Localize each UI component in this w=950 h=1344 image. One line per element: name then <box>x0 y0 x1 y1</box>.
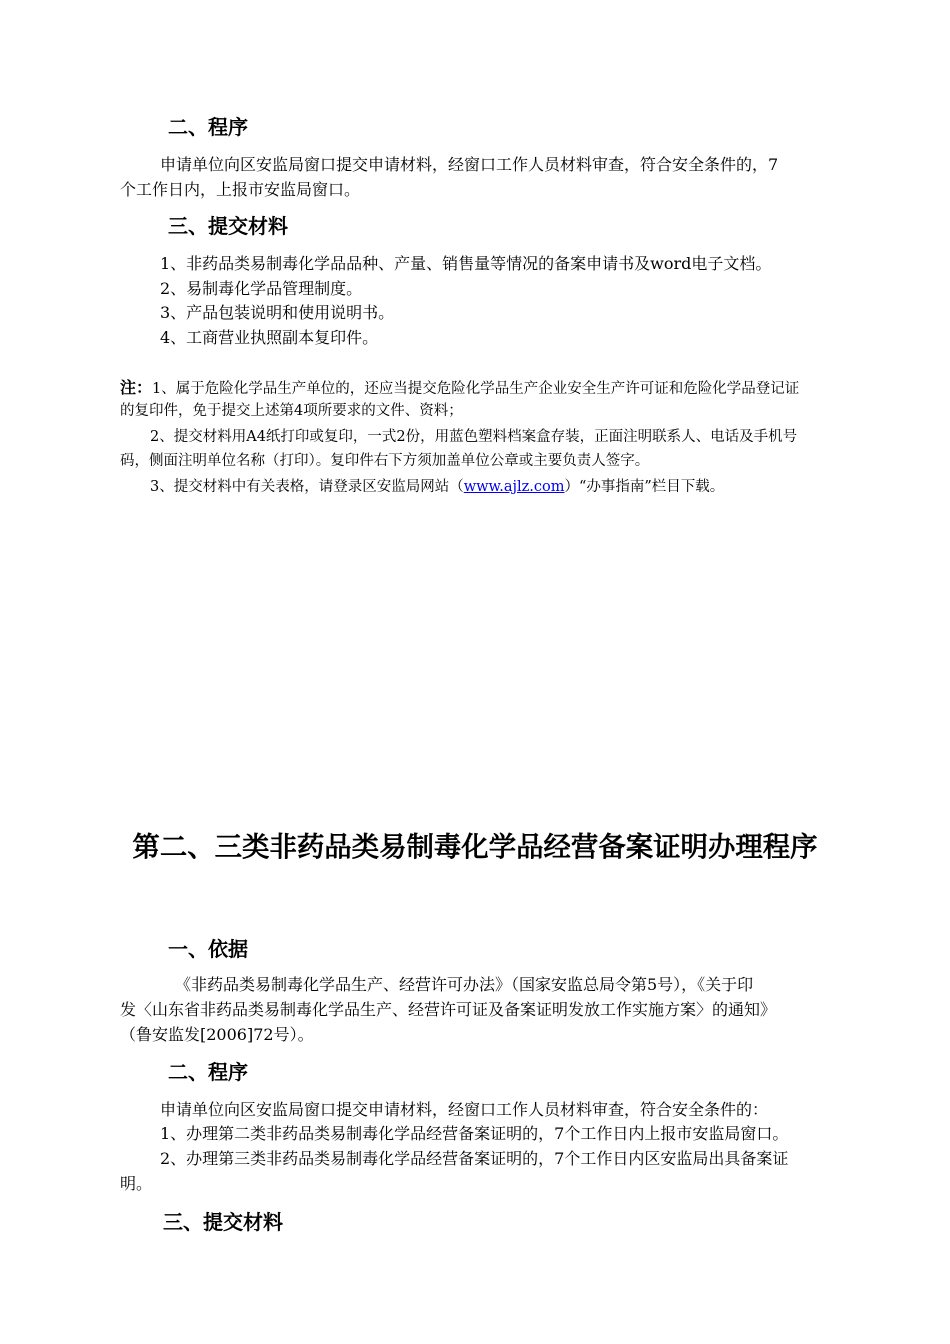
material-item-2: 2、易制毒化学品管理制度。 <box>160 279 363 298</box>
procedure-1-line-2: 个工作日内，上报市安监局窗口。 <box>120 180 361 199</box>
procedure-2-line-2: 1、办理第二类非药品类易制毒化学品经营备案证明的，7个工作日内上报市安监局窗口。 <box>160 1124 789 1143</box>
note-2-line-1: 2、提交材料用A4纸打印或复印，一式2份，用蓝色塑料档案盒存装，正面注明联系人、电话及手机号 <box>150 429 798 445</box>
heading-materials-1: 三、提交材料 <box>168 214 288 238</box>
section-title: 第二、三类非药品类易制毒化学品经营备案证明办理程序 <box>132 832 818 863</box>
heading-materials-2: 三、提交材料 <box>163 1210 283 1234</box>
note-1-line-1 <box>120 376 799 401</box>
material-item-1: 1、非药品类易制毒化学品品种、产量、销售量等情况的备案申请书及word电子文档。 <box>160 254 772 273</box>
material-item-3: 3、产品包装说明和使用说明书。 <box>160 303 395 322</box>
note-3-prefix: 3、提交材料中有关表格，请登录区安监局网站（ <box>150 479 464 495</box>
website-link[interactable]: www.ajlz.com <box>463 479 565 495</box>
note-2-line-2: 码，侧面注明单位名称（打印）。复印件右下方须加盖单位公章或主要负责人签字。 <box>120 453 650 469</box>
note-1-text: 1、属于危险化学品生产单位的，还应当提交危险化学品生产企业安全生产许可证和危险化学品登记证 <box>152 381 800 397</box>
note-3-line <box>150 476 724 499</box>
heading-procedure-1: 二、程序 <box>168 115 248 139</box>
procedure-2-line-3: 2、办理第三类非药品类易制毒化学品经营备案证明的，7个工作日内区安监局出具备案证 <box>160 1149 789 1168</box>
basis-line-2: 发〈山东省非药品类易制毒化学品生产、经营许可证及备案证明发放工作实施方案〉的通知》 <box>120 1000 777 1019</box>
heading-basis: 一、依据 <box>168 937 248 961</box>
basis-line-3: （鲁安监发[2006]72号）。 <box>120 1025 314 1044</box>
basis-line-1: 《非药品类易制毒化学品生产、经营许可办法》（国家安监总局令第5号），《关于印 <box>175 975 754 994</box>
procedure-2-line-4: 明。 <box>120 1174 153 1193</box>
note-label: 注： <box>120 378 153 397</box>
procedure-1-line-1: 申请单位向区安监局窗口提交申请材料，经窗口工作人员材料审查，符合安全条件的，7 <box>160 155 779 174</box>
material-item-4: 4、工商营业执照副本复印件。 <box>160 328 379 347</box>
note-1-line-2: 的复印件，免于提交上述第4项所要求的文件、资料； <box>120 403 463 419</box>
procedure-2-line-1: 申请单位向区安监局窗口提交申请材料，经窗口工作人员材料审查，符合安全条件的： <box>160 1100 769 1119</box>
note-3-suffix: ）“办事指南”栏目下载。 <box>564 479 725 495</box>
heading-procedure-2: 二、程序 <box>168 1060 248 1084</box>
